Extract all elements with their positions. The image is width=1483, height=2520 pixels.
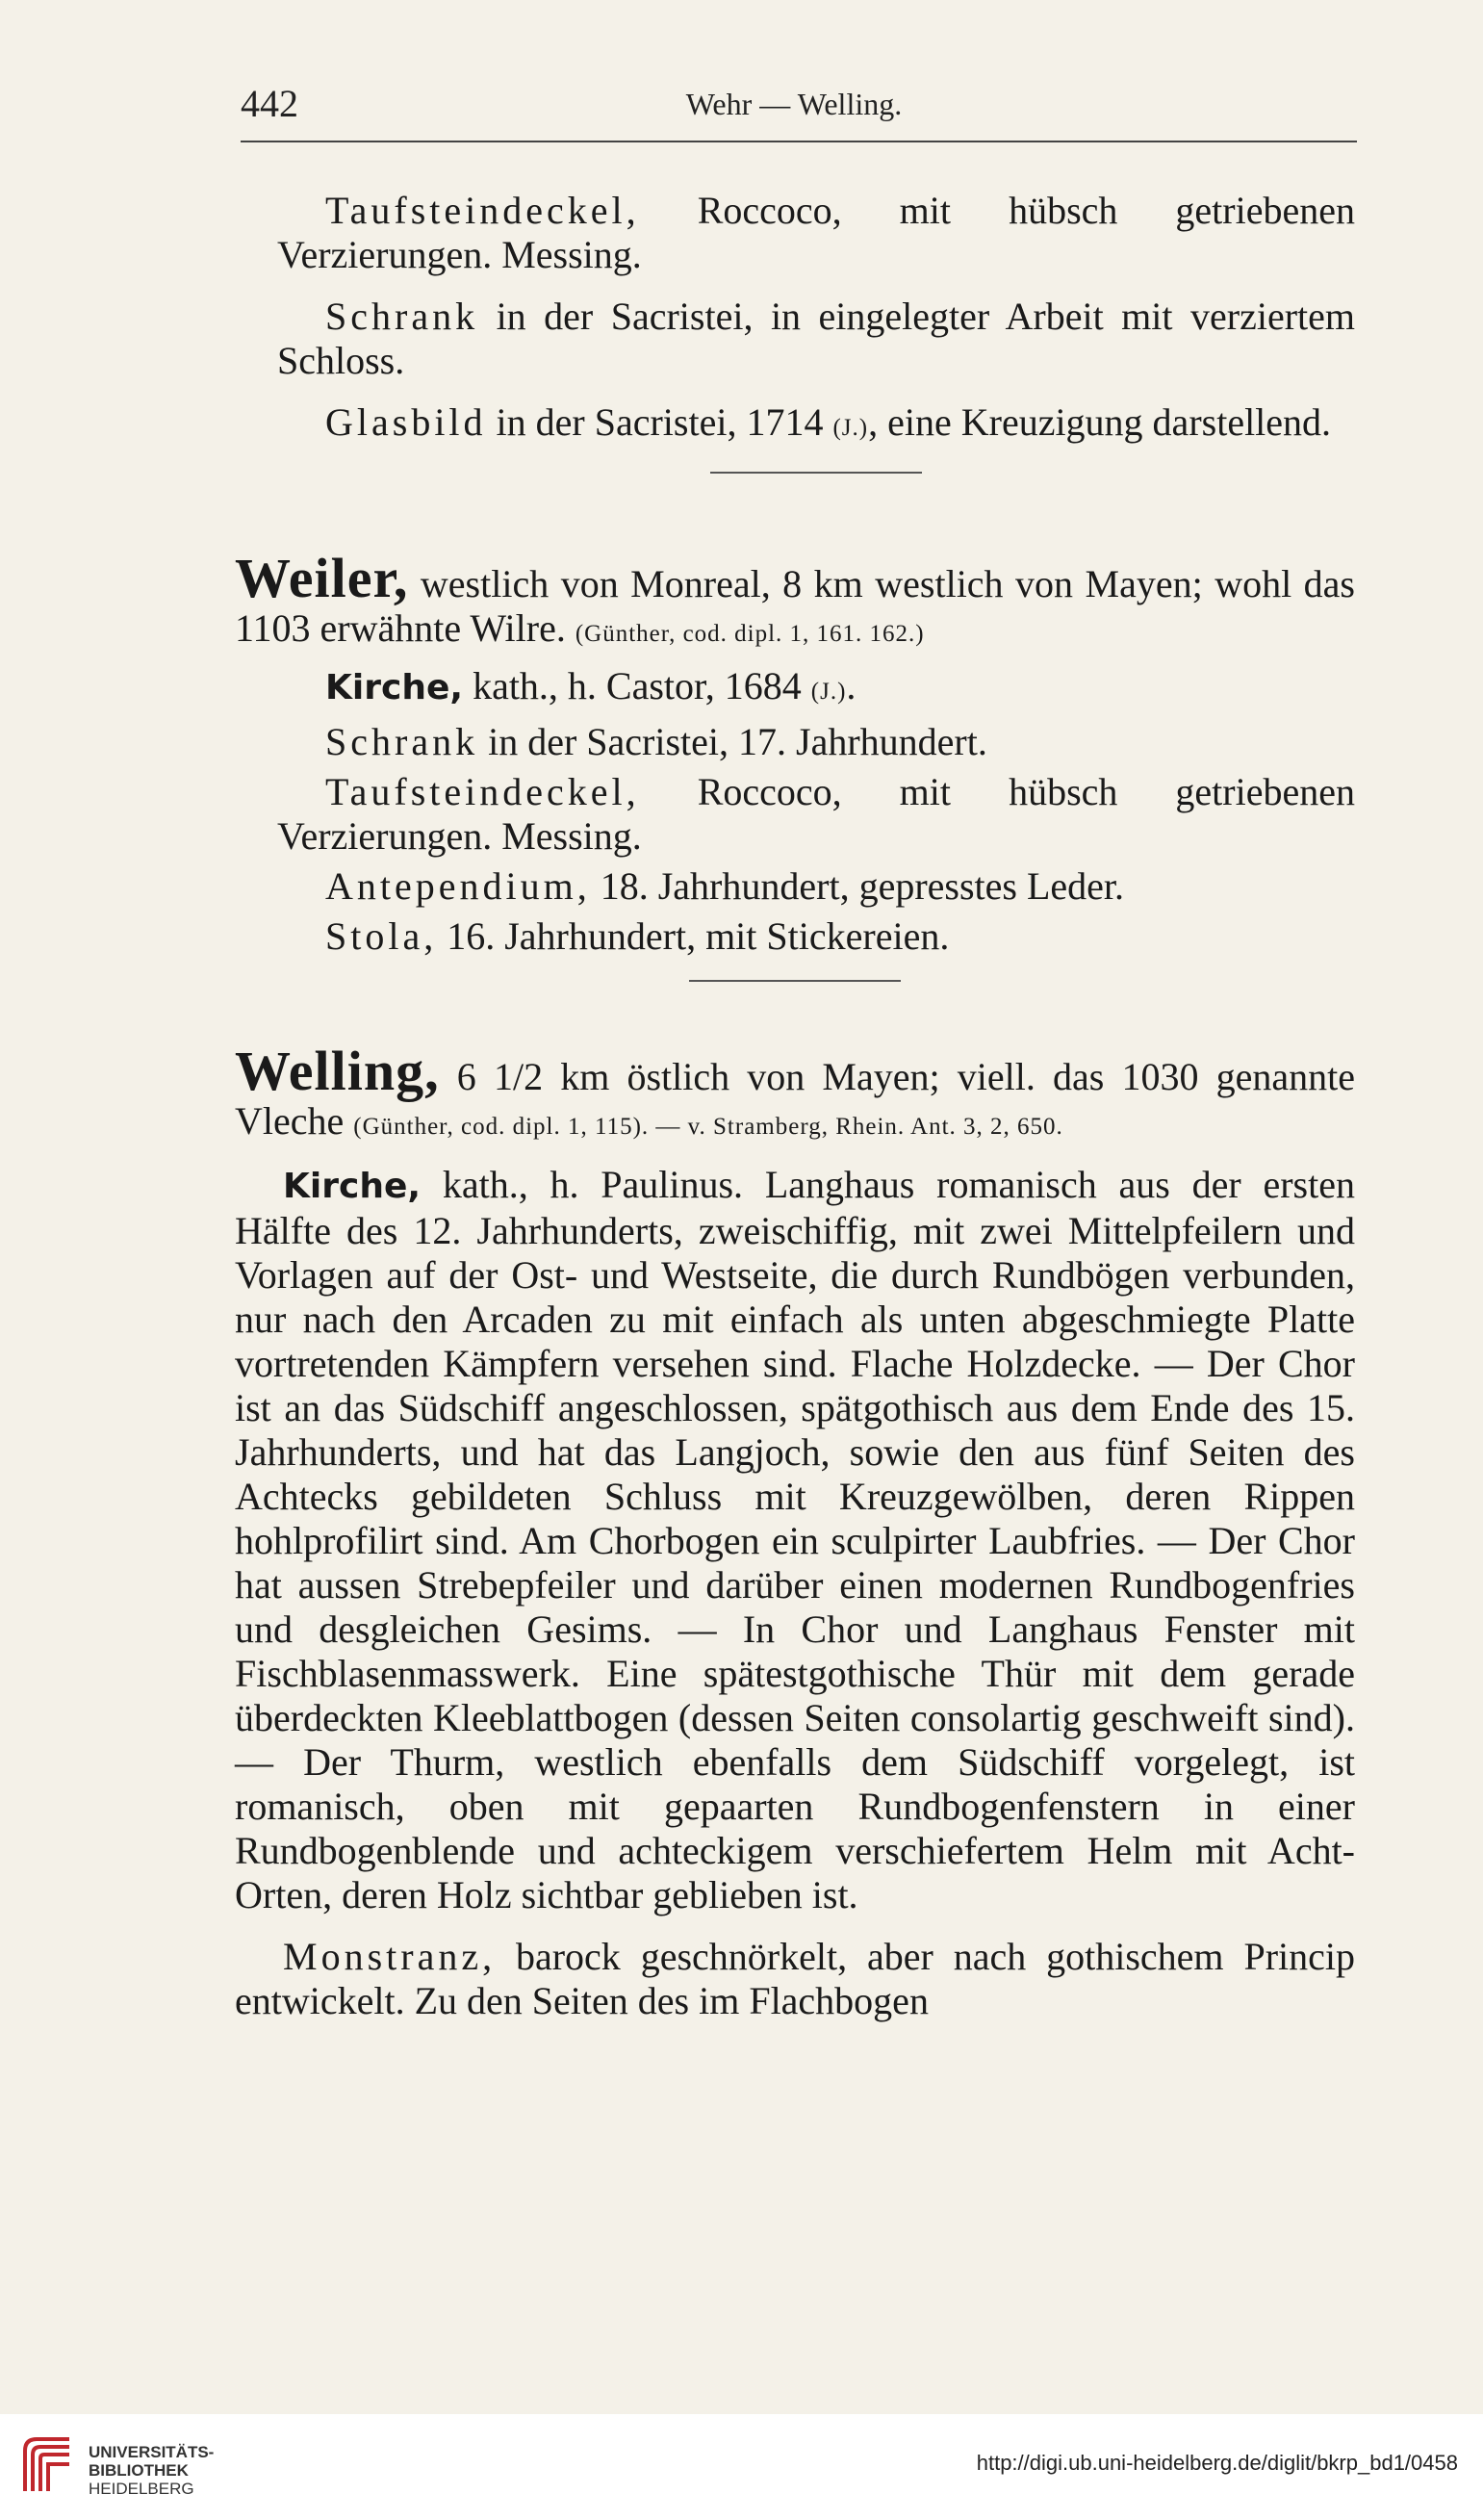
- weiler-antependium: Antependium, 18. Jahrhundert, gepresstes Leder.: [325, 864, 1125, 908]
- weiler-stola: Stola, 16. Jahrhundert, mit Stickereien.: [325, 914, 950, 958]
- library-logo-icon: [17, 2431, 77, 2499]
- source-url-link[interactable]: http://digi.ub.uni-heidelberg.de/diglit/bkrp_bd1/0458: [976, 2451, 1458, 2475]
- wehr-continuation: [277, 189, 1355, 474]
- weiler-taufsteindeckel: Taufsteindeckel, Roccoco, mit hübsch getriebenen Verzierungen. Messing.: [277, 770, 1355, 858]
- library-name: UNIVERSITÄTS- BIBLIOTHEK HEIDELBERG: [89, 2443, 215, 2498]
- footer-bar: [0, 2414, 1483, 2520]
- welling-kirche: Kirche, kath., h. Paulinus. Langhaus romanisch aus der ersten Hälfte des 12. Jahrhunderts, zweischiffig, mit zwei Mittelpfeilern und Vorlagen auf der Ost- und Westseite, die durch Rundbögen verbunden, nur nach den Arcaden zu mit einfach als unten abgeschmiegte Platte vortretenden Kämpfern versehen sind. Flache Holzdecke. — Der Chor ist an das Südschiff angeschlossen, spätgothisch aus dem Ende des 15. Jahrhunderts, und hat das Langjoch, sowie den aus fünf Seiten des Achtecks gebildeten Schluss mit Kreuzgewölben, deren Rippen hohlprofilirt sind. Am Chorbogen ein sculpirter Laubfries. — Der Chor hat aussen Strebepfeiler und darüber einen modernen Rundbogenfries und desgleichen Gesims. — In Chor und Langhaus Fenster mit Fischblasenmasswerk. Eine spätestgothische Thür mit dem gerade überdeckten Kleeblattbogen (dessen Seiten consolartig geschweift sind). — Der Thurm, westlich ebenfalls dem Südschiff vorgelegt, ist romanisch, oben mit gepaarten Rundbogenfenstern in einer Rundbogenblende und achteckigem verschiefertem Helm mit Acht-Orten, deren Holz sichtbar geblieben ist.: [235, 1163, 1355, 1916]
- entry-welling: [235, 1040, 1355, 2023]
- paragraph-schrank: Schrank in der Sacristei, in eingelegter Arbeit mit verziertem Schloss.: [277, 295, 1355, 382]
- weiler-schrank: Schrank in der Sacristei, 17. Jahrhundert.: [325, 720, 987, 763]
- welling-intro: Welling, 6 1/2 km östlich von Mayen; viell. das 1030 genannte Vleche (Günther, cod. dipl. 1, 115). — v. Stramberg, Rhein. Ant. 3, 2, 650.: [235, 1040, 1355, 1143]
- paragraph-glasbild: Glasbild in der Sacristei, 1714 (J.), eine Kreuzigung darstellend.: [325, 400, 1332, 444]
- header-rule: [241, 141, 1357, 142]
- page-header: [241, 81, 1347, 139]
- weiler-kirche: Kirche, kath., h. Castor, 1684 (J.).: [325, 664, 857, 707]
- weiler-intro: Weiler, westlich von Monreal, 8 km westlich von Mayen; wohl das 1103 erwähnte Wilre. (Günther, cod. dipl. 1, 161. 162.): [235, 547, 1355, 650]
- welling-monstranz: Monstranz, barock geschnörkelt, aber nach gothischem Princip entwickelt. Zu den Seiten des im Flachbogen: [235, 1935, 1355, 2022]
- paragraph-taufsteindeckel: Taufsteindeckel, Roccoco, mit hübsch getriebenen Verzierungen. Messing.: [277, 189, 1355, 276]
- entry-weiler: [235, 547, 1355, 982]
- section-separator: [710, 472, 922, 474]
- running-title: Wehr — Welling.: [685, 87, 903, 121]
- section-separator: [689, 980, 901, 982]
- page-number: 442: [241, 82, 298, 125]
